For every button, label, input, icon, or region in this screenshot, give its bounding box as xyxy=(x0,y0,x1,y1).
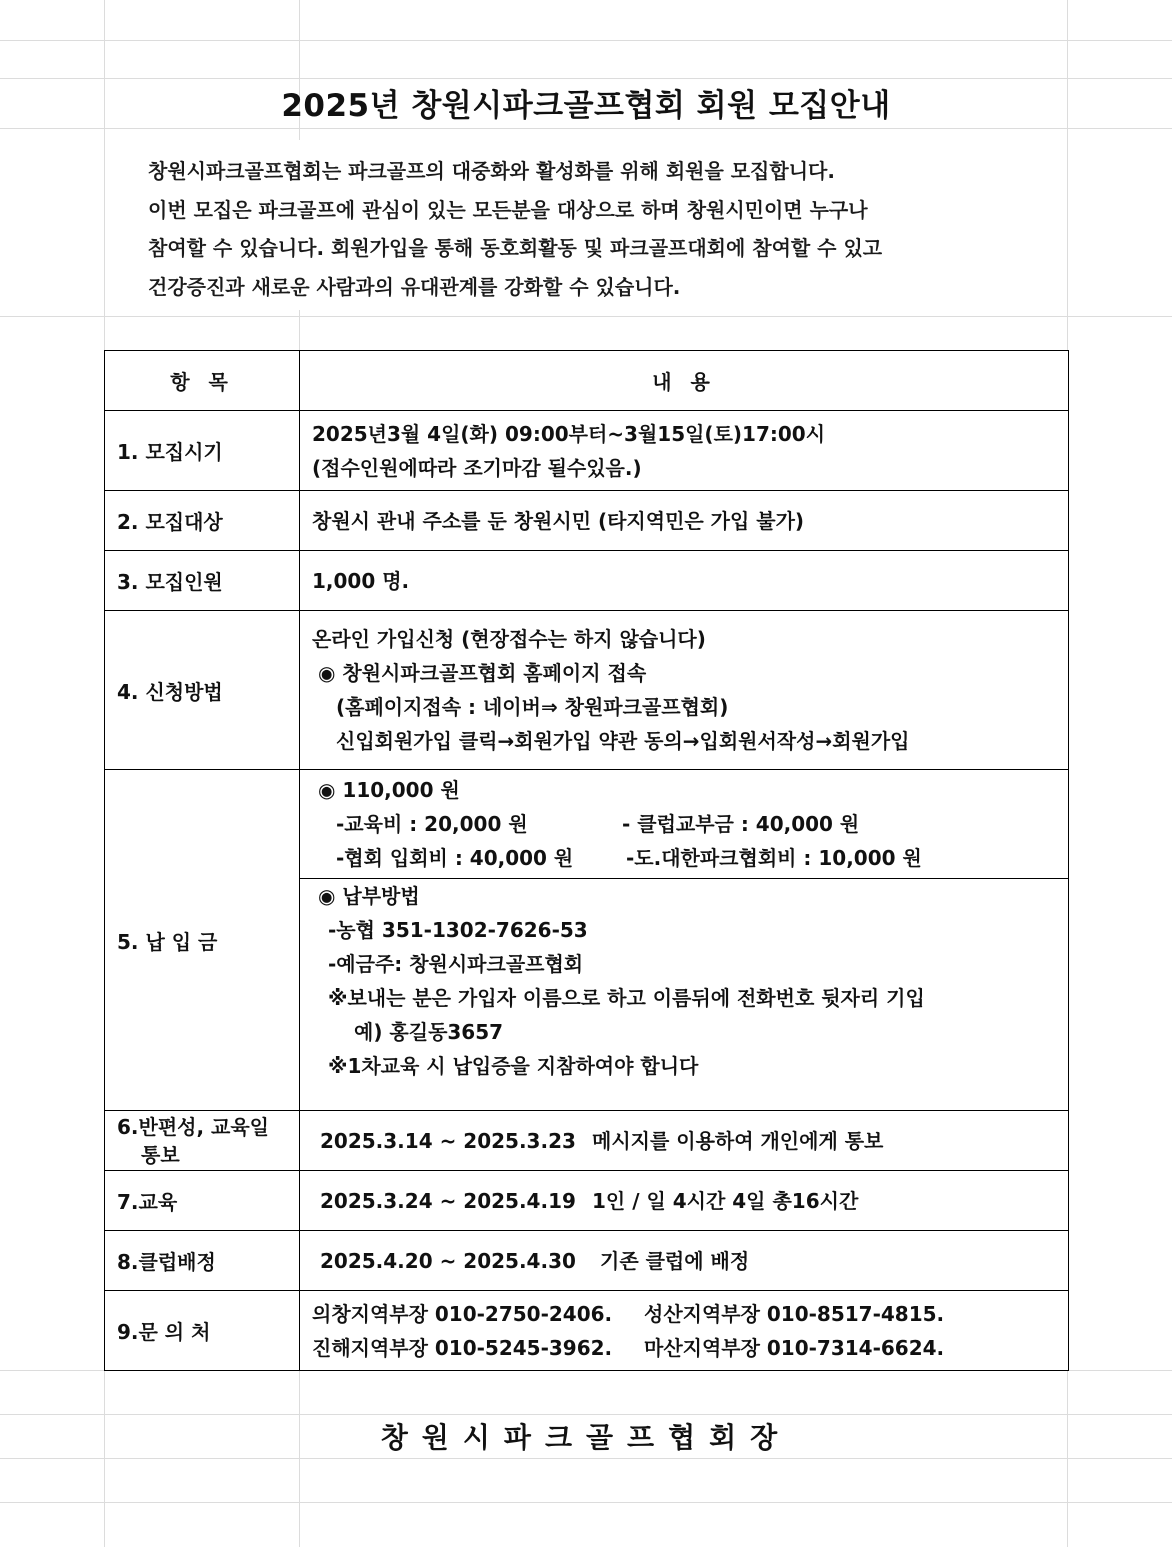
contact-uichang: 의창지역부장 010-2750-2406. xyxy=(312,1301,613,1326)
row-content-club xyxy=(300,1231,1069,1291)
row-label-contact: 9.문 의 처 xyxy=(105,1291,300,1371)
fee-club: - 클럽교부금 : 40,000 원 xyxy=(622,812,860,836)
table-row xyxy=(105,1171,1069,1231)
notify-desc: 메시지를 이용하여 개인에게 통보 xyxy=(592,1128,884,1153)
intro-paragraph xyxy=(148,152,1028,306)
row-content-fee-payment: ◉ 납부방법 -농협 351-1302-7626-53 -예금주: 창원시파크골프협회 ※보내는 분은 가입자 이름으로 하고 이름뒤에 전화번호 뒷자리 기입 예) 홍길동3657 ※1차교육 시 납입증을 지참하여야 합니다 xyxy=(300,879,1069,1111)
intro-line: 참여할 수 있습니다. 회원가입을 통해 동호회활동 및 파크골프대회에 참여할 수 있고 xyxy=(148,236,883,260)
row-label-count: 3. 모집인원 xyxy=(105,551,300,611)
row-content-notify xyxy=(300,1111,1069,1171)
fee-federation: -도.대한파크협회비 : 10,000 원 xyxy=(626,846,922,870)
table-row xyxy=(105,491,1069,551)
club-desc: 기존 클럽에 배정 xyxy=(600,1248,750,1273)
intro-line: 창원시파크골프협회는 파크골프의 대중화와 활성화를 위해 회원을 모집합니다. xyxy=(148,159,835,183)
page-title: 2025년 창원시파크골프협회 회원 모집안내 xyxy=(281,88,891,124)
contact-masan: 마산지역부장 010-7314-6624. xyxy=(644,1335,945,1360)
intro-line: 건강증진과 새로운 사람과의 유대관계를 강화할 수 있습니다. xyxy=(148,274,681,299)
row-content-count: 1,000 명. xyxy=(300,551,1069,611)
row-label-notify: 6.반편성, 교육일 통보 xyxy=(105,1111,300,1171)
row-content-education xyxy=(300,1171,1069,1231)
education-date: 2025.3.24 ~ 2025.4.19 xyxy=(320,1188,576,1213)
table-row xyxy=(105,770,1069,879)
education-desc: 1인 / 일 4시간 4일 총16시간 xyxy=(592,1188,859,1213)
row-label-target: 2. 모집대상 xyxy=(105,491,300,551)
row-content-target: 창원시 관내 주소를 둔 창원시민 (타지역민은 가입 불가) xyxy=(300,491,1069,551)
table-row xyxy=(105,1291,1069,1371)
header-content: 내 용 xyxy=(300,351,1069,411)
table-row xyxy=(105,611,1069,770)
row-content-method: 온라인 가입신청 (현장접수는 하지 않습니다) ◉ 창원시파크골프협회 홈페이지 접속 (홈페이지접속 : 네이버⇒ 창원파크골프협회) 신입회원가입 클릭→회원가입 약관 동의→입회원서작성→회원가입 xyxy=(300,611,1069,770)
row-label-education: 7.교육 xyxy=(105,1171,300,1231)
row-label-club: 8.클럽배정 xyxy=(105,1231,300,1291)
table-header-row xyxy=(105,351,1069,411)
club-date: 2025.4.20 ~ 2025.4.30 xyxy=(320,1248,576,1273)
row-label-method: 4. 신청방법 xyxy=(105,611,300,770)
recruitment-table xyxy=(104,350,1069,1371)
contact-jinhae: 진해지역부장 010-5245-3962. xyxy=(312,1335,613,1360)
fee-association: -협회 입회비 : 40,000 원 xyxy=(336,846,574,870)
contact-seongsan: 성산지역부장 010-8517-4815. xyxy=(644,1301,945,1326)
fee-education: -교육비 : 20,000 원 xyxy=(336,812,528,836)
row-label-period: 1. 모집시기 xyxy=(105,411,300,491)
intro-line: 이번 모집은 파크골프에 관심이 있는 모든분을 대상으로 하며 창원시민이면 누구나 xyxy=(148,197,868,222)
table-row xyxy=(105,411,1069,491)
footer-signature: 창원시파크골프협회장 xyxy=(380,1421,792,1454)
header-item: 항 목 xyxy=(105,351,300,411)
table-row xyxy=(105,551,1069,611)
row-label-fee: 5. 납 입 금 xyxy=(105,770,300,1111)
table-row xyxy=(105,1231,1069,1291)
row-content-contact xyxy=(300,1291,1069,1371)
row-content-fee-amounts: ◉ 110,000 원 -교육비 : 20,000 원 - 클럽교부금 : 40,000 원 -협회 입회비 : 40,000 원 -도.대한파크협회비 : 10,000 원 xyxy=(300,770,1069,879)
row-content-period: 2025년3월 4일(화) 09:00부터~3월15일(토)17:00시 (접수인원에따라 조기마감 될수있음.) xyxy=(300,411,1069,491)
table-row xyxy=(105,1111,1069,1171)
notify-date: 2025.3.14 ~ 2025.3.23 xyxy=(320,1128,576,1153)
